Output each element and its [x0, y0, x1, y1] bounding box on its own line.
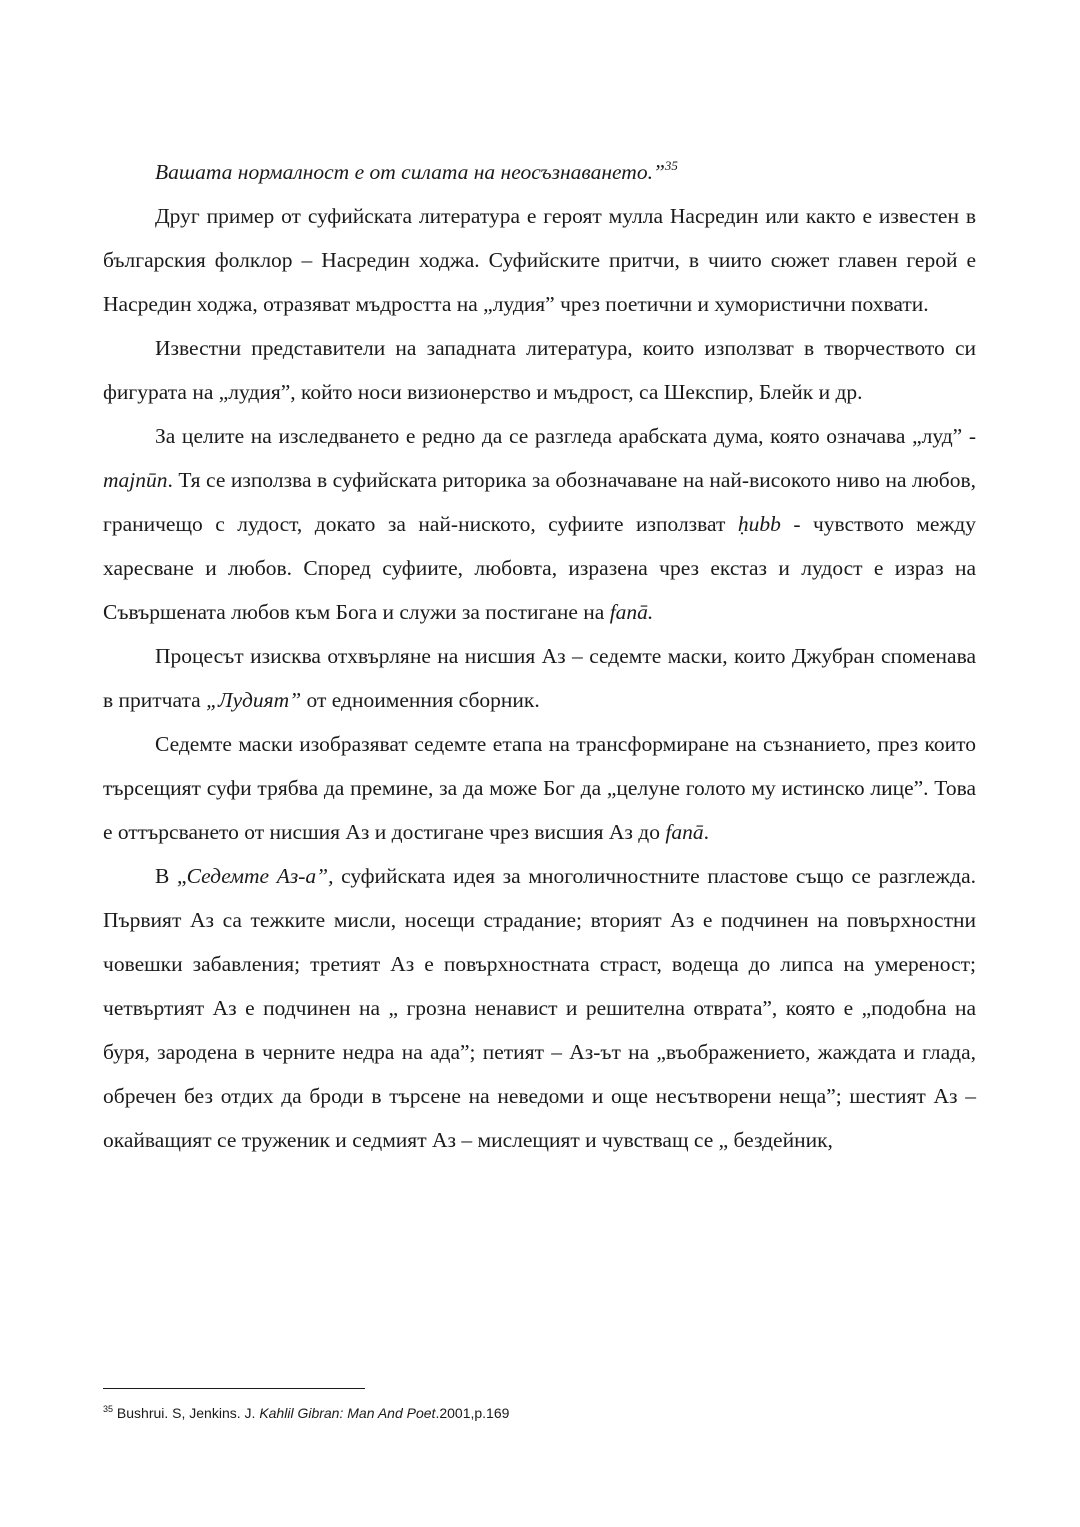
paragraph-majnun — [103, 414, 976, 634]
paragraph-quote-ending — [103, 150, 976, 194]
footnote-separator — [103, 1388, 365, 1389]
footnote-number: 35 — [103, 1404, 114, 1414]
paragraph-text: суфийската идея за многоличностните пластове също се разглежда. Първият Аз са тежките мисли, носещи страдание; вторият Аз е подчинен на повърхностни човешки забавления; третият Аз е повърхностната страст, водеща до липса на умереност; четвъртият Аз е подчинен на „ грозна ненавист и решителна отврата”, която е „подобна на буря, зародена в черните недра на ада”; петият – Аз-ът на „въображението, жаждата и глада, обречен без отдих да броди в търсене на неведоми и още несътворени неща”; шестият Аз – окайващият се труженик и седмият Аз – мислещият и чувстващ се „ бездейник, — [103, 864, 977, 1152]
paragraph-text: Друг пример от суфийската литература е героят мулла Насредин или както е известен в българския фолклор – Насредин ходжа. Суфийските притчи, в чиито сюжет главен герой е Насредин ходжа, отразяват мъдростта на „лудия” чрез поетични и хумористични похвати. — [103, 204, 976, 316]
paragraph-text: Седемте маски изобразяват седемте етапа на трансформиране на съзнанието, през които търсещият суфи трябва да премине, за да може Бог да „целуне голото му истинско лице”. Това е оттърсването от нисшия Аз и достигане чрез висшия Аз до — [103, 732, 976, 844]
term-majnun: majnūn — [103, 468, 168, 492]
footnote-reference: 35 — [664, 158, 678, 173]
term-hubb: ḥubb — [737, 512, 781, 536]
paragraph-seven-masks-intro — [103, 634, 976, 722]
footnote-title: Kahlil Gibran: Man And Poet — [259, 1405, 436, 1421]
paragraph-nasreddin — [103, 194, 976, 326]
paragraph-text: . — [703, 820, 709, 844]
quote-text: Вашата нормалност е от силата на неосъзнаването.” — [155, 160, 665, 184]
paragraph-text: В „ — [155, 864, 187, 888]
paragraph-text: - чувството между харесване и любов. Според суфиите, любовта, изразена чрез екстаз и лудост е израз на Съвършената любов към Бога и служи за постигане на — [103, 512, 976, 624]
footnote-authors: Bushrui. S, Jenkins. J. — [113, 1405, 260, 1421]
paragraph-text: За целите на изследването е редно да се разгледа арабската дума, която означава „луд” - — [155, 424, 976, 448]
paragraph-seven-selves — [103, 854, 976, 1162]
paragraph-seven-masks — [103, 722, 976, 854]
paragraph-text: от едноименния сборник. — [301, 688, 540, 712]
paragraph-text: Процесът изисква отхвърляне на нисшия Аз – седемте маски, които Джубран споменава в притчата — [103, 644, 976, 712]
title-the-madman: „Лудият” — [206, 688, 302, 712]
term-fana: fanā. — [609, 600, 654, 624]
paragraph-text: . Тя се използва в суфийската риторика за обозначаване на най-високото ниво на любов, граничещо с лудост, докато за най-ниското, суфиите използват — [103, 468, 976, 536]
footnote-details: .2001,p.169 — [435, 1405, 510, 1421]
body-text — [103, 150, 976, 1162]
term-fana: fanā — [665, 820, 704, 844]
paragraph-text: Известни представители на западната литература, които използват в творчеството си фигурата на „лудия”, който носи визионерство и мъдрост, са Шекспир, Блейк и др. — [103, 336, 976, 404]
footnote — [103, 1403, 976, 1423]
paragraph-western-literature — [103, 326, 976, 414]
title-seven-selves: Седемте Аз-а”, — [186, 864, 334, 888]
